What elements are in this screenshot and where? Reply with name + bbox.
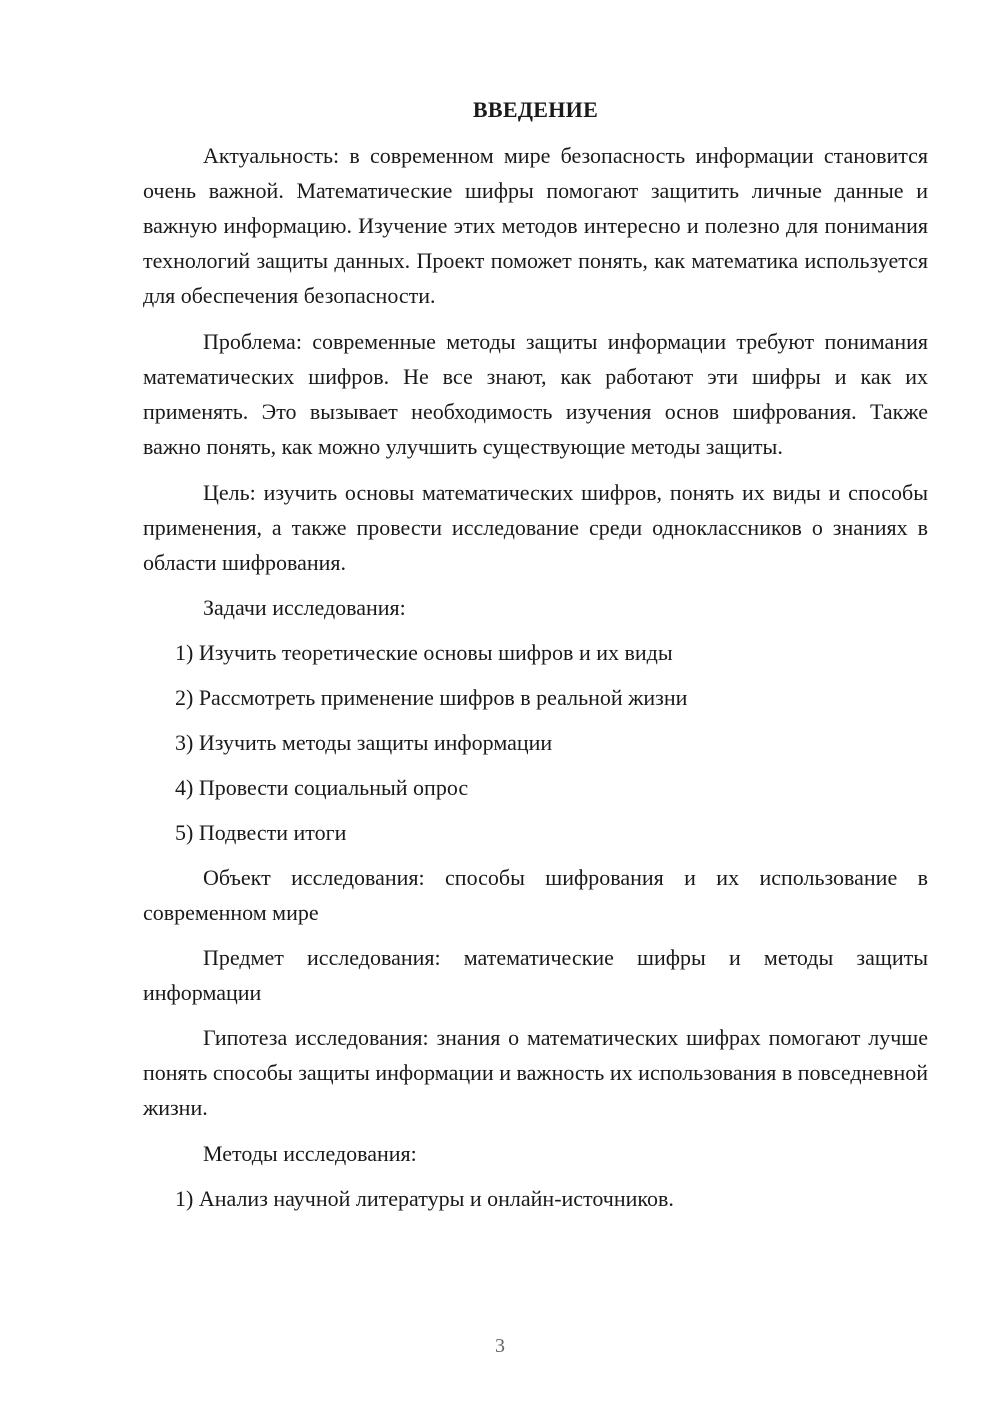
task-item: 3) Изучить методы защиты информации (175, 730, 553, 755)
goal-paragraph: Цель: изучить основы математических шифров, понять их виды и способы применения, а также провести исследование среди одноклассников о знаниях в области шифрования. (143, 480, 928, 575)
document-page (143, 92, 928, 1216)
problem-paragraph: Проблема: современные методы защиты информации требуют понимания математических шифров. Не все знают, как работают эти шифры и как их применять. Это вызывает необходимость изучения основ шифрования. Также важно понять, как можно улучшить существующие методы защиты. (143, 329, 928, 459)
task-item: 4) Провести социальный опрос (175, 775, 469, 800)
methods-heading: Методы исследования: (203, 1141, 417, 1166)
task-item: 5) Подвести итоги (175, 820, 347, 845)
subject-paragraph: Предмет исследования: математические шифры и методы защиты информации (143, 945, 928, 1005)
method-item: 1) Анализ научной литературы и онлайн-источников. (175, 1186, 674, 1211)
page-title: ВВЕДЕНИЕ (472, 97, 599, 122)
hypothesis-paragraph: Гипотеза исследования: знания о математических шифрах помогают лучше понять способы защиты информации и важность их использования в повседневной жизни. (143, 1025, 928, 1120)
page-number: 3 (495, 1335, 505, 1357)
tasks-heading: Задачи исследования: (203, 595, 406, 620)
relevance-paragraph: Актуальность: в современном мире безопасность информации становится очень важной. Математические шифры помогают защитить личные данные и важную информацию. Изучение этих методов интересно и полезно для понимания технологий защиты данных. Проект поможет понять, как математика используется для обеспечения безопасности. (143, 143, 928, 308)
task-item: 2) Рассмотреть применение шифров в реальной жизни (175, 685, 688, 710)
task-item: 1) Изучить теоретические основы шифров и их виды (175, 640, 673, 665)
object-paragraph: Объект исследования: способы шифрования и их использование в современном мире (143, 865, 928, 925)
